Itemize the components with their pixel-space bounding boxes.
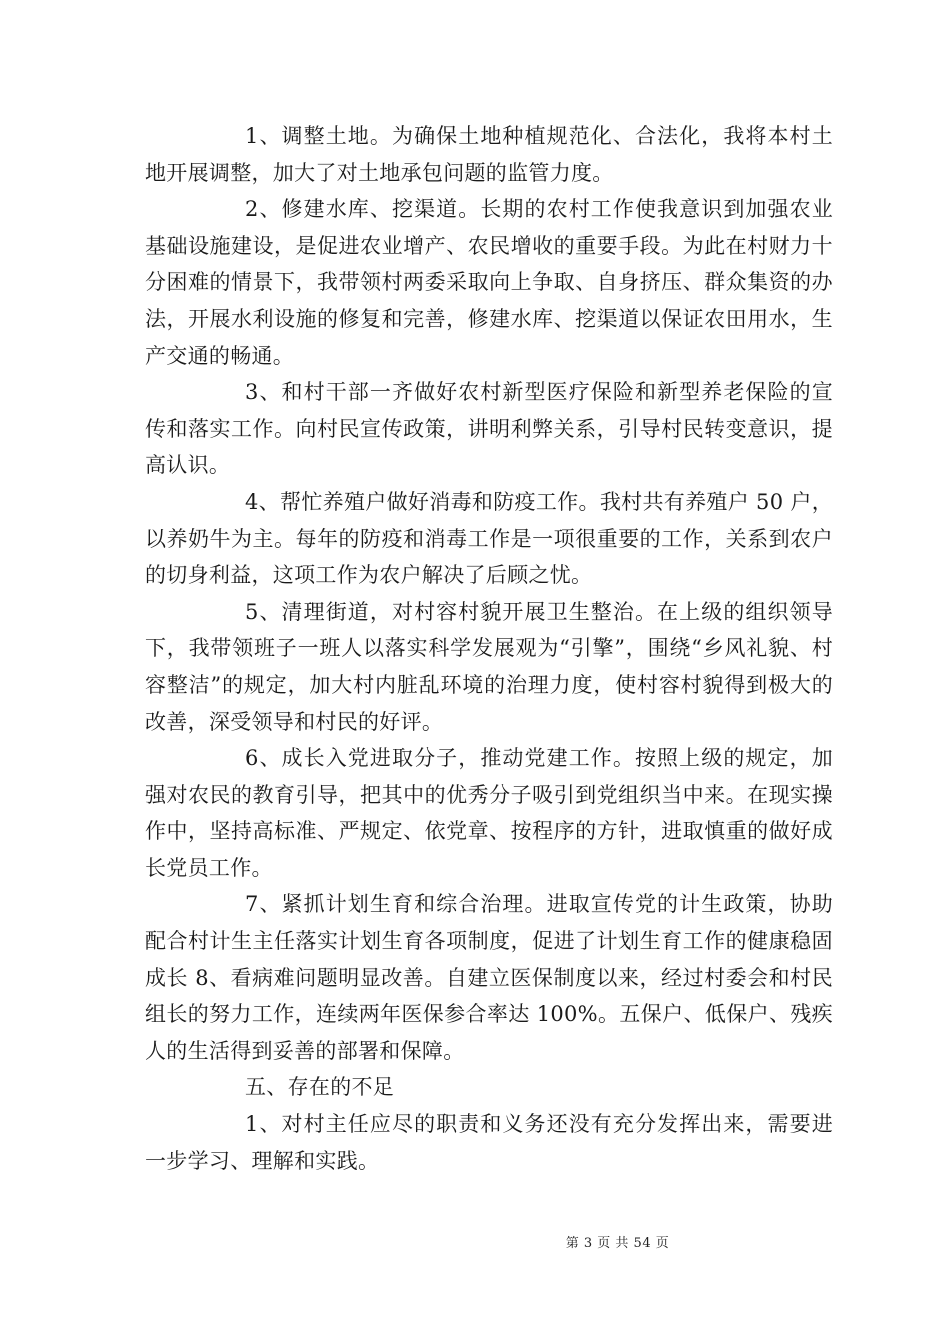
page-footer (0, 1232, 950, 1251)
section-heading-shortcomings: 五、存在的不足 (245, 1075, 395, 1100)
paragraph-2: 2、修建水库、挖渠道。长期的农村工作使我意识到加强农业基础设施建设，是促进农业增产、农民增收的重要手段。为此在村财力十分困难的情景下，我带领村两委采取向上争取、自身挤压、群众集资的办法，开展水利设施的修复和完善，修建水库、挖渠道以保证农田用水，生产交通的畅通。 (145, 197, 833, 368)
paragraph-7: 7、紧抓计划生育和综合治理。进取宣传党的计生政策，协助配合村计生主任落实计划生育各项制度，促进了计划生育工作的健康稳固成长 8、看病难问题明显改善。自建立医保制度以来，经过村委会和村民组长的努力工作，连续两年医保参合率达 100%。五保户、低保户、残疾人的生活得到妥善的部署和保障。 (145, 892, 833, 1063)
paragraph-3: 3、和村干部一齐做好农村新型医疗保险和新型养老保险的宣传和落实工作。向村民宣传政策，讲明利弊关系，引导村民转变意识，提高认识。 (145, 380, 833, 478)
paragraph-8: 1、对村主任应尽的职责和义务还没有充分发挥出来，需要进一步学习、理解和实践。 (145, 1112, 833, 1173)
document-body (145, 118, 833, 1179)
page-number: 第 3 页 共 54 页 (565, 1236, 670, 1251)
paragraph-4: 4、帮忙养殖户做好消毒和防疫工作。我村共有养殖户 50 户，以养奶牛为主。每年的防疫和消毒工作是一项很重要的工作，关系到农户的切身利益，这项工作为农户解决了后顾之忧。 (145, 489, 833, 588)
paragraph-5: 5、清理街道，对村容村貌开展卫生整治。在上级的组织领导下，我带领班子一班人以落实科学发展观为“引擎”，围绕“乡风礼貌、村容整洁”的规定，加大村内脏乱环境的治理力度，使村容村貌得到极大的改善，深受领导和村民的好评。 (145, 599, 833, 734)
paragraph-6: 6、成长入党进取分子，推动党建工作。按照上级的规定，加强对农民的教育引导，把其中的优秀分子吸引到党组织当中来。在现实操作中，坚持高标准、严规定、依党章、按程序的方针，进取慎重的做好成长党员工作。 (145, 746, 833, 880)
paragraph-1: 1、调整土地。为确保土地种植规范化、合法化，我将本村土地开展调整，加大了对土地承包问题的监管力度。 (145, 124, 833, 185)
